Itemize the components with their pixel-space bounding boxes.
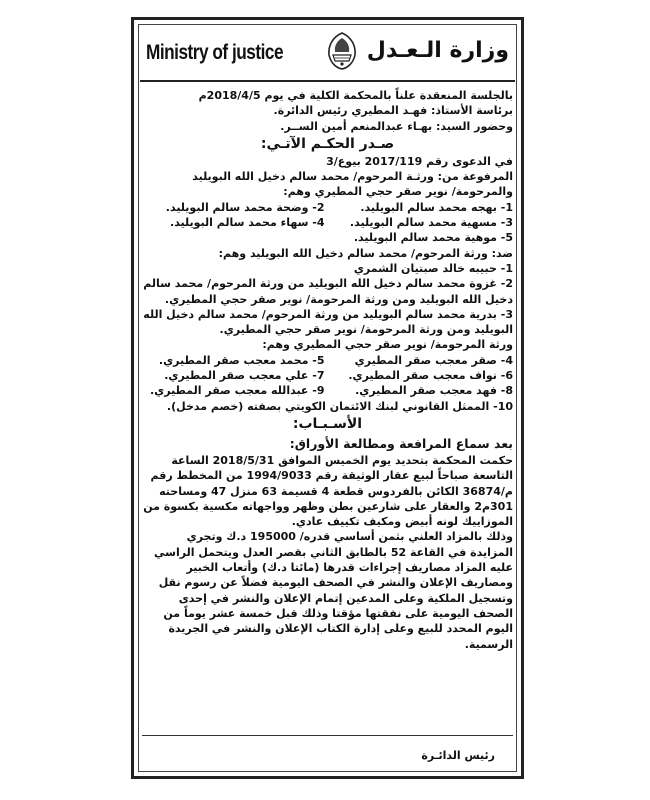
judgment-paragraph: حكمت المحكمة بتحديد يوم الخميس الموافق 2018/5/31 الساعة التاسعة صباحاً لبيع عقار الوثيقة رقم 1994/9033 من المخطط رقم م/36874 الكائن بالفردوس قطعة 4 قسيمة 63 منزل 47 ومساحته 301م2 والعقار على شارعين بطن وظهر وواجهاته مكسية بكسوة من الموزاييك لونه أبيض ومكيف تكييف عادي.: [143, 453, 513, 529]
legal-representative: 10- الممثل القانوني لبنك الائتمان الكويتي بصفته (خصم مدخل).: [166, 399, 513, 413]
arabic-title: وزارة الـعـدل: [366, 38, 509, 63]
list-item: 7- علي معجب صقر المطيري.: [164, 369, 325, 383]
defendants-intro: ضد: ورثة المرحوم/ محمد سالم دخيل الله البويليد وهم:: [218, 246, 513, 260]
case-number: في الدعوى رقم 2017/119 بيوع/3: [326, 154, 513, 168]
list-item: 5- محمد معجب صقر المطيري.: [158, 353, 325, 367]
after-hearing-heading: بعد سماع المرافعة ومطالعة الأوراق:: [289, 435, 513, 451]
list-item: 3- مسهية محمد سالم البويليد.: [349, 216, 513, 230]
heirs-intro: ورثة المرحومة/ نوير صقر حجي المطيري وهم:: [262, 338, 513, 352]
announcement-body: [142, 88, 513, 652]
judgment-paragraph: وذلك بالمزاد العلني بثمن أساسي قدره/ 195000 د.ك وتجري المزايدة في القاعة 52 بالطابق الثاني بقصر العدل ويتحمل الراسي عليه المزاد مصاريف إجراءات قدرها (مائتا د.ك) وأتعاب الخبير ومصاريف الإعلان والنشر في الصحف اليومية فضلاً عن رسوم نقل وتسجيل الملكية وعلى المدعين إتمام الإعلان والنشر في إحدى الصحف اليومية على نفقتها مؤقتا وذلك قبل خمسة عشر يوماً من اليوم المحدد للبيع وعلى إدارة الكتاب الإعلان والنشر في الجريدة الرسمية.: [154, 530, 513, 651]
heirs-list: [142, 353, 513, 399]
verdict-heading: صـدر الحكـم الآتـي:: [260, 135, 395, 152]
list-item: 1- حبيبه خالد صبتيان الشمري: [353, 261, 513, 275]
list-item: 2- وضحة محمد سالم البويليد.: [165, 200, 325, 214]
announcement-frame: [131, 17, 524, 779]
ministry-header: [140, 26, 515, 82]
plaintiffs-intro: المرفوعة من: ورثـة المرحوم/ محمد سالم دخيل الله البويليد والمرحومة/ نوير صقر حجي المطيري وهم:: [192, 170, 513, 199]
list-item: 2- غزوة محمد سالم دخيل الله البويليد من ورثة المرحوم/ محمد سالم دخيل الله البويليد ومن ورثة المرحومة/ نوير صقر حجي المطيري.: [143, 277, 513, 306]
list-item: 6- نواف معجب صقر المطيري.: [348, 369, 513, 383]
english-title: Ministry of justice: [146, 41, 284, 64]
intro-line: برئاسة الأستاذ: فهـد المطيري رئيس الدائرة.: [273, 104, 513, 118]
intro-line: وحضور السيد: بهـاء عبدالمنعم أمين الســر.: [280, 119, 513, 133]
list-item: 8- فهد معجب صقر المطيري.: [355, 384, 513, 398]
list-item: 4- صقر معجب صقر المطيري: [354, 353, 513, 367]
footer-divider: [142, 735, 513, 736]
list-item: 1- بهجه محمد سالم البويليد.: [360, 200, 513, 214]
footer-signature: رئيس الدائـرة: [421, 749, 495, 762]
list-item: 5- موهية محمد سالم البويليد.: [353, 231, 513, 245]
reasons-heading: الأسـبـاب:: [292, 415, 363, 432]
plaintiffs-list: [142, 200, 513, 246]
intro-line: بالجلسة المنعقدة علناً بالمحكمة الكلية في يوم 2018/4/5م: [198, 89, 513, 102]
list-item: 3- بدرية محمد سالم البويليد من ورثة المرحوم/ محمد سالم دخيل الله البويليد ومن ورثة المرحومة/ نوير صقر حجي المطيري.: [143, 307, 513, 337]
kuwait-emblem-icon: [325, 31, 359, 71]
list-item: 4- سهاء محمد سالم البويليد.: [170, 216, 325, 230]
list-item: 9- عبدالله معجب صقر المطيري.: [149, 384, 325, 398]
